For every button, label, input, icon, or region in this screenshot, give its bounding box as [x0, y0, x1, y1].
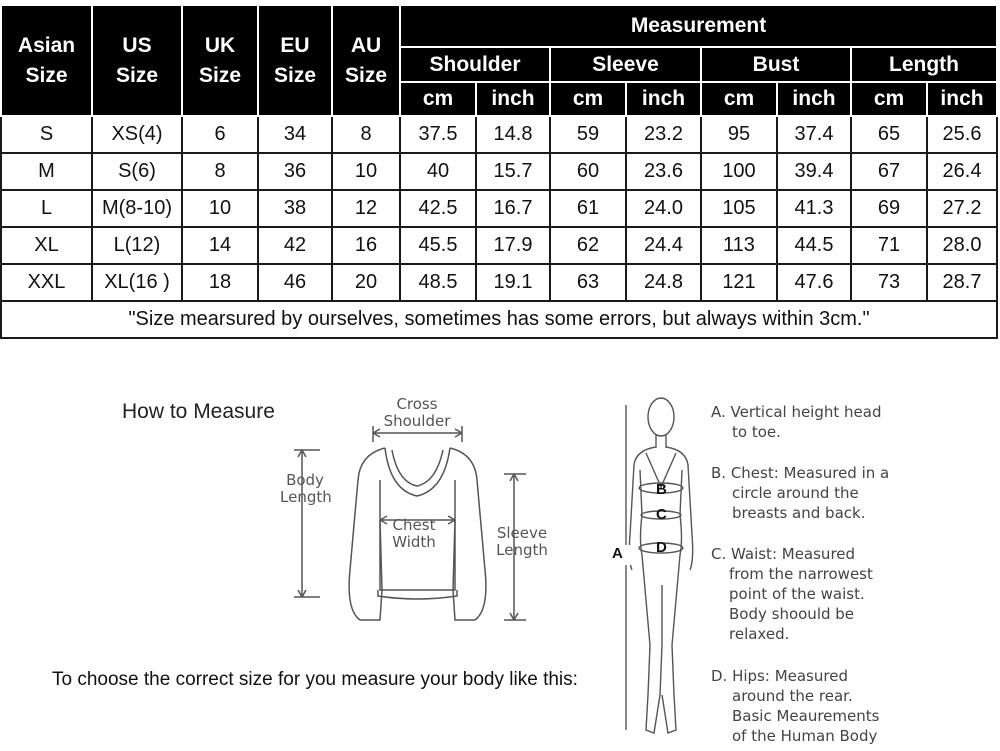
size-chart-table — [0, 4, 998, 339]
table-cell: 10 — [332, 153, 400, 190]
table-cell: 23.6 — [626, 153, 701, 190]
size-note: "Size mearsured by ourselves, sometimes has some errors, but always within 3cm." — [1, 301, 997, 338]
choose-size-instruction: To choose the correct size for you measure your body like this: — [52, 669, 578, 690]
table-cell: 14.8 — [476, 116, 550, 153]
au-size-header: AU Size — [332, 5, 400, 116]
head-outline — [648, 398, 674, 436]
size-note-row — [1, 301, 997, 338]
shoulder-header: Shoulder — [400, 47, 550, 82]
body-length-label: Body Length — [280, 471, 332, 506]
table-header — [1, 5, 997, 116]
table-cell: 12 — [332, 190, 400, 227]
table-row — [1, 190, 997, 227]
table-cell: 41.3 — [777, 190, 851, 227]
chest-width-label: Chest Width — [392, 516, 436, 551]
table-cell: 69 — [851, 190, 927, 227]
length-header: Length — [851, 47, 997, 82]
table-cell: M — [1, 153, 92, 190]
desc-chest: B. Chest: Measured in a circle around the breasts and back. — [711, 464, 890, 522]
table-cell: 61 — [550, 190, 626, 227]
table-cell: 16 — [332, 227, 400, 264]
table-cell: M(8-10) — [92, 190, 182, 227]
table-cell: 44.5 — [777, 227, 851, 264]
table-cell: 42 — [258, 227, 332, 264]
table-cell: 26.4 — [927, 153, 997, 190]
table-cell: 17.9 — [476, 227, 550, 264]
table-cell: 16.7 — [476, 190, 550, 227]
table-cell: 113 — [701, 227, 777, 264]
table-row — [1, 116, 997, 153]
desc-height: A. Vertical height head to toe. — [711, 403, 882, 441]
desc-hips: D. Hips: Measured around the rear. Basic Meaurements of the Human Body — [711, 667, 880, 745]
us-size-header: US Size — [92, 5, 182, 116]
table-cell: 38 — [258, 190, 332, 227]
table-cell: 24.8 — [626, 264, 701, 301]
table-cell: 28.0 — [927, 227, 997, 264]
table-cell: 45.5 — [400, 227, 476, 264]
unit-header: inch — [927, 82, 997, 116]
table-cell: 8 — [332, 116, 400, 153]
table-cell: XS(4) — [92, 116, 182, 153]
table-cell: 19.1 — [476, 264, 550, 301]
label-c: C — [656, 506, 667, 523]
table-cell: 40 — [400, 153, 476, 190]
table-cell: 121 — [701, 264, 777, 301]
table-cell: 47.6 — [777, 264, 851, 301]
table-cell: 10 — [182, 190, 258, 227]
uk-size-header: UK Size — [182, 5, 258, 116]
cross-shoulder-label: Cross Shoulder — [383, 395, 451, 430]
table-cell: 18 — [182, 264, 258, 301]
table-cell: 24.0 — [626, 190, 701, 227]
table-cell: 105 — [701, 190, 777, 227]
table-cell: 24.4 — [626, 227, 701, 264]
table-cell: 8 — [182, 153, 258, 190]
table-row — [1, 153, 997, 190]
table-cell: XL(16 ) — [92, 264, 182, 301]
table-cell: 20 — [332, 264, 400, 301]
bust-header: Bust — [701, 47, 851, 82]
table-cell: 42.5 — [400, 190, 476, 227]
table-cell: 36 — [258, 153, 332, 190]
table-cell: 62 — [550, 227, 626, 264]
how-to-measure-title: How to Measure — [122, 400, 275, 423]
measurement-header: Measurement — [400, 5, 997, 47]
unit-header: inch — [476, 82, 550, 116]
table-cell: 46 — [258, 264, 332, 301]
human-body-diagram — [610, 395, 705, 747]
table-cell: 59 — [550, 116, 626, 153]
label-a: A — [612, 545, 623, 562]
sleeve-length-label: Sleeve Length — [496, 524, 548, 559]
table-cell: 28.7 — [927, 264, 997, 301]
table-cell: 65 — [851, 116, 927, 153]
table-cell: 37.5 — [400, 116, 476, 153]
unit-header: cm — [851, 82, 927, 116]
table-cell: 100 — [701, 153, 777, 190]
unit-header: inch — [626, 82, 701, 116]
table-cell: 6 — [182, 116, 258, 153]
asian-size-header: Asian Size — [1, 5, 92, 116]
table-row — [1, 264, 997, 301]
table-cell: S — [1, 116, 92, 153]
table-cell: XL — [1, 227, 92, 264]
unit-header: inch — [777, 82, 851, 116]
label-b: B — [656, 481, 667, 498]
table-cell: 73 — [851, 264, 927, 301]
table-cell: L — [1, 190, 92, 227]
desc-waist: C. Waist: Measured from the narrowest point of the waist. Body shoould be relaxed. — [711, 545, 873, 643]
label-d: D — [656, 539, 667, 556]
sleeve-header: Sleeve — [550, 47, 701, 82]
table-cell: 37.4 — [777, 116, 851, 153]
table-cell: 39.4 — [777, 153, 851, 190]
garment-diagram — [280, 420, 560, 625]
table-cell: 71 — [851, 227, 927, 264]
table-cell: 48.5 — [400, 264, 476, 301]
unit-header: cm — [400, 82, 476, 116]
table-cell: 67 — [851, 153, 927, 190]
table-cell: 95 — [701, 116, 777, 153]
table-cell: 27.2 — [927, 190, 997, 227]
unit-header: cm — [550, 82, 626, 116]
table-cell: 14 — [182, 227, 258, 264]
table-cell: L(12) — [92, 227, 182, 264]
table-cell: XXL — [1, 264, 92, 301]
eu-size-header: EU Size — [258, 5, 332, 116]
table-cell: 25.6 — [927, 116, 997, 153]
table-cell: 34 — [258, 116, 332, 153]
table-body — [1, 116, 997, 338]
table-cell: 60 — [550, 153, 626, 190]
table-cell: 23.2 — [626, 116, 701, 153]
table-cell: 63 — [550, 264, 626, 301]
unit-header: cm — [701, 82, 777, 116]
table-cell: S(6) — [92, 153, 182, 190]
table-row — [1, 227, 997, 264]
table-cell: 15.7 — [476, 153, 550, 190]
